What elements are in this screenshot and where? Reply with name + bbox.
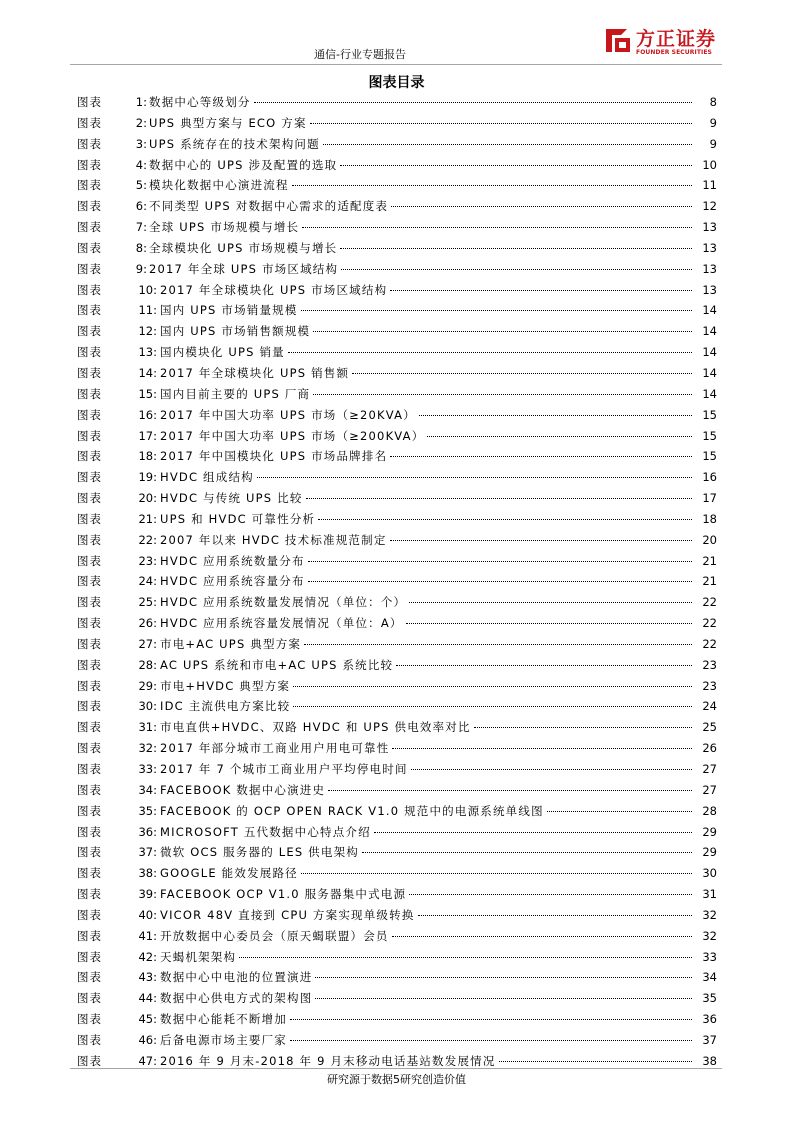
toc-entry-number: 9:	[135, 261, 147, 276]
toc-entry-label: 图表	[77, 282, 102, 297]
toc-entry-number: 25:	[138, 595, 157, 610]
toc-entry-title: 数据中心供电方式的架构图	[160, 991, 313, 1006]
toc-entry-label: 图表	[77, 762, 102, 776]
toc-entry-page-number: 9	[709, 136, 717, 151]
toc-entry-label: 图表	[77, 511, 102, 526]
toc-entry-label: 图表	[77, 220, 102, 235]
toc-entry[interactable]	[77, 1009, 717, 1030]
toc-entry-leader-dots	[411, 760, 692, 770]
toc-entry-number: 11:	[138, 303, 157, 318]
toc-entry-label: 图表	[77, 345, 102, 360]
toc-entry-title: 不同类型 UPS 对数据中心需求的适配度表	[149, 199, 389, 214]
toc-entry[interactable]	[77, 92, 717, 113]
toc-entry-title: 2017 年全球模块化 UPS 销售额	[160, 365, 350, 380]
toc-entry-title: FACEBOOK 的 OCP OPEN RACK V1.0 规范中的电源系统单线图	[160, 803, 544, 818]
toc-entry-number: 2:	[135, 115, 147, 130]
toc-entry-number: 40:	[138, 907, 157, 922]
toc-entry-page-number: 25	[702, 720, 717, 735]
toc-entry-number: 19:	[138, 470, 157, 485]
toc-entry[interactable]	[77, 405, 717, 426]
toc-entry-title: MICROSOFT 五代数据中心特点介绍	[160, 824, 371, 839]
toc-entry[interactable]	[77, 467, 717, 488]
toc-entry-leader-dots	[374, 823, 692, 833]
toc-entry-label: 图表	[77, 386, 102, 401]
toc-entry-page-number: 24	[702, 699, 717, 714]
toc-entry-leader-dots	[392, 927, 692, 937]
toc-entry-label: 图表	[77, 616, 102, 631]
toc-entry-leader-dots	[290, 1010, 692, 1020]
toc-entry[interactable]	[77, 592, 717, 613]
founder-securities-logo	[603, 24, 723, 60]
toc-entry-number: 46:	[138, 1032, 157, 1047]
toc-entry-title: HVDC 应用系统数量发展情况（单位：个）	[160, 595, 407, 610]
toc-entry-label: 图表	[77, 407, 102, 422]
toc-entry-label: 图表	[77, 866, 102, 881]
toc-entry-leader-dots	[254, 93, 692, 103]
toc-entry-page-number: 35	[702, 991, 717, 1006]
toc-entry-page-number: 9	[709, 115, 717, 130]
toc-entry-page-number: 22	[702, 595, 717, 610]
toc-entry[interactable]	[77, 696, 717, 717]
toc-entry-title: HVDC 应用系统容量分布	[160, 574, 305, 589]
toc-entry-number: 47:	[138, 1053, 157, 1068]
toc-entry-title: 全球模块化 UPS 市场规模与增长	[149, 240, 338, 255]
toc-entry[interactable]	[77, 488, 717, 509]
toc-entry-number: 4:	[135, 157, 147, 172]
toc-entry-label: 图表	[77, 991, 102, 1006]
toc-entry-number: 44:	[138, 991, 157, 1006]
toc-entry-title: FACEBOOK 数据中心演进史	[160, 782, 326, 797]
toc-entry[interactable]	[77, 300, 717, 321]
toc-entry-page-number: 12	[702, 199, 717, 214]
toc-entry-label: 图表	[77, 115, 102, 130]
toc-entry-page-number: 13	[702, 282, 717, 297]
toc-entry-number: 20:	[138, 491, 157, 506]
toc-entry-title: IDC 主流供电方案比较	[160, 699, 291, 714]
toc-entry-leader-dots	[239, 948, 692, 958]
toc-entry-title: 数据中心的 UPS 涉及配置的选取	[149, 157, 338, 172]
toc-entry-leader-dots	[390, 281, 692, 291]
toc-entry[interactable]	[77, 280, 717, 301]
toc-entry-label: 图表	[77, 907, 102, 922]
toc-entry-label: 图表	[77, 199, 102, 214]
toc-entry[interactable]	[77, 551, 717, 572]
toc-entry-label: 图表	[77, 491, 102, 506]
toc-entry-label: 图表	[77, 178, 102, 193]
toc-entry-title: UPS 典型方案与 ECO 方案	[149, 115, 307, 130]
toc-entry-label: 图表	[77, 887, 102, 902]
toc-entry[interactable]	[77, 634, 717, 655]
toc-entry[interactable]	[77, 238, 717, 259]
toc-entry[interactable]	[77, 905, 717, 926]
toc-entry-page-number: 8	[709, 95, 717, 109]
footer-divider	[70, 1068, 722, 1069]
toc-entry-leader-dots	[306, 489, 692, 499]
toc-entry-label: 图表	[77, 95, 102, 109]
toc-entry[interactable]	[77, 196, 717, 217]
toc-entry[interactable]	[77, 321, 717, 342]
toc-entry-title: 2017 年部分城市工商业用户用电可靠性	[160, 741, 390, 756]
toc-entry-label: 图表	[77, 824, 102, 839]
toc-entry-number: 41:	[138, 928, 157, 943]
toc-entry-leader-dots	[419, 406, 692, 416]
toc-entry-title: HVDC 组成结构	[160, 470, 254, 485]
toc-entry-number: 34:	[138, 782, 157, 797]
toc-entry[interactable]	[77, 655, 717, 676]
toc-entry-leader-dots	[302, 218, 692, 228]
toc-entry[interactable]	[77, 259, 717, 280]
toc-entry-number: 39:	[138, 887, 157, 902]
toc-entry-leader-dots	[391, 197, 692, 207]
toc-entry-title: 数据中心中电池的位置演进	[160, 970, 313, 985]
toc-entry-number: 13:	[138, 345, 157, 360]
toc-entry-leader-dots	[315, 989, 692, 999]
toc-entry-number: 22:	[138, 532, 157, 547]
logo-chinese-name: 方正证券	[636, 28, 717, 50]
toc-entry-page-number: 14	[702, 365, 717, 380]
toc-entry[interactable]	[77, 884, 717, 905]
toc-entry-leader-dots	[313, 385, 692, 395]
toc-entry-number: 26:	[138, 616, 157, 631]
toc-entry-page-number: 16	[702, 470, 717, 485]
toc-entry-label: 图表	[77, 720, 102, 735]
toc-entry-page-number: 29	[702, 845, 717, 860]
toc-entry-page-number: 27	[702, 762, 717, 776]
toc-entry-page-number: 18	[702, 511, 717, 526]
toc-entry-page-number: 23	[702, 657, 717, 672]
toc-entry-label: 图表	[77, 449, 102, 464]
toc-entry-leader-dots	[474, 718, 692, 728]
toc-entry-number: 18:	[138, 449, 157, 464]
toc-entry-page-number: 27	[702, 782, 717, 797]
toc-entry-leader-dots	[308, 552, 692, 562]
toc-entry-leader-dots	[293, 677, 692, 687]
toc-entry[interactable]	[77, 842, 717, 863]
toc-entry-number: 45:	[138, 1012, 157, 1027]
toc-entry-page-number: 10	[702, 157, 717, 172]
toc-entry-leader-dots	[390, 531, 692, 541]
toc-entry-number: 10:	[138, 282, 157, 297]
toc-entry-page-number: 14	[702, 324, 717, 339]
toc-entry-label: 图表	[77, 240, 102, 255]
toc-entry-page-number: 26	[702, 741, 717, 756]
toc-entry-leader-dots	[418, 906, 692, 916]
toc-entry[interactable]	[77, 759, 717, 780]
toc-entry-title: UPS 和 HVDC 可靠性分析	[160, 511, 316, 526]
toc-entry-number: 16:	[138, 407, 157, 422]
toc-entry-leader-dots	[340, 156, 692, 166]
toc-entry-number: 7:	[135, 220, 147, 235]
toc-entry-label: 图表	[77, 136, 102, 151]
toc-entry-number: 37:	[138, 845, 157, 860]
toc-entry-page-number: 36	[702, 1012, 717, 1027]
toc-entry-number: 30:	[138, 699, 157, 714]
toc-entry-label: 图表	[77, 741, 102, 756]
toc-entry-number: 1:	[135, 95, 147, 109]
toc-entry-number: 23:	[138, 553, 157, 568]
toc-entry-leader-dots	[409, 593, 692, 603]
toc-entry-label: 图表	[77, 595, 102, 610]
toc-entry-title: 后备电源市场主要厂家	[160, 1032, 287, 1047]
toc-entry-page-number: 22	[702, 636, 717, 651]
toc-entry[interactable]	[77, 967, 717, 988]
toc-entry-leader-dots	[304, 635, 692, 645]
toc-entry-leader-dots	[315, 968, 692, 978]
toc-entry-label: 图表	[77, 845, 102, 860]
toc-entry-title: 国内目前主要的 UPS 厂商	[160, 386, 311, 401]
toc-entry-title: 2017 年全球 UPS 市场区域结构	[149, 261, 339, 276]
toc-entry-label: 图表	[77, 782, 102, 797]
toc-entry-number: 36:	[138, 824, 157, 839]
toc-entry-title: 市电直供+HVDC、双路 HVDC 和 UPS 供电效率对比	[160, 720, 471, 735]
toc-entry-page-number: 15	[702, 449, 717, 464]
toc-entry[interactable]	[77, 217, 717, 238]
toc-entry-leader-dots	[406, 614, 692, 624]
toc-entry-page-number: 30	[702, 866, 717, 881]
toc-entry-page-number: 38	[702, 1053, 717, 1068]
toc-entry-title: 全球 UPS 市场规模与增长	[149, 220, 300, 235]
toc-entry-leader-dots	[392, 739, 692, 749]
toc-entry-title: 开放数据中心委员会（原天蝎联盟）会员	[160, 928, 389, 943]
toc-entry[interactable]	[77, 426, 717, 447]
figure-table-of-contents	[77, 92, 717, 1072]
toc-entry[interactable]	[77, 613, 717, 634]
toc-entry-leader-dots	[390, 447, 692, 457]
toc-entry-label: 图表	[77, 157, 102, 172]
toc-entry-page-number: 17	[702, 491, 717, 506]
toc-entry-number: 29:	[138, 678, 157, 693]
toc-entry-leader-dots	[427, 427, 692, 437]
toc-entry-label: 图表	[77, 1053, 102, 1068]
toc-entry-label: 图表	[77, 470, 102, 485]
toc-entry-label: 图表	[77, 553, 102, 568]
toc-entry[interactable]	[77, 822, 717, 843]
toc-entry-number: 33:	[138, 762, 157, 776]
toc-entry-title: HVDC 应用系统数量分布	[160, 553, 305, 568]
toc-entry-number: 42:	[138, 949, 157, 964]
toc-entry-number: 15:	[138, 386, 157, 401]
toc-entry-label: 图表	[77, 678, 102, 693]
toc-entry-title: HVDC 与传统 UPS 比较	[160, 491, 303, 506]
toc-entry-page-number: 11	[702, 178, 717, 193]
toc-entry-number: 3:	[135, 136, 147, 151]
toc-entry[interactable]	[77, 571, 717, 592]
toc-entry-title: 2017 年中国大功率 UPS 市场（≥200KVA）	[160, 428, 425, 443]
footer-slogan: 研究源于数据5研究创造价值	[327, 1073, 466, 1086]
toc-entry-page-number: 33	[702, 949, 717, 964]
toc-entry-title: 市电+AC UPS 典型方案	[160, 636, 302, 651]
toc-entry-title: 2017 年 7 个城市工商业用户平均停电时间	[160, 762, 408, 776]
toc-entry[interactable]	[77, 1030, 717, 1051]
toc-entry-number: 21:	[138, 511, 157, 526]
toc-entry-title: 2017 年中国模块化 UPS 市场品牌排名	[160, 449, 388, 464]
toc-entry-label: 图表	[77, 324, 102, 339]
toc-entry-label: 图表	[77, 532, 102, 547]
toc-entry-label: 图表	[77, 699, 102, 714]
founder-logo-icon	[603, 25, 633, 55]
toc-entry-label: 图表	[77, 1032, 102, 1047]
toc-entry-title: 2016 年 9 月末-2018 年 9 月末移动电话基站数发展情况	[160, 1053, 496, 1068]
header-divider	[70, 64, 722, 65]
toc-entry-page-number: 14	[702, 303, 717, 318]
toc-entry-leader-dots	[313, 322, 692, 332]
toc-entry-title: GOOGLE 能效发展路径	[160, 866, 298, 881]
toc-entry-page-number: 14	[702, 345, 717, 360]
toc-entry-title: 数据中心能耗不断增加	[160, 1012, 287, 1027]
toc-entry[interactable]	[77, 113, 717, 134]
toc-entry-leader-dots	[288, 343, 692, 353]
toc-entry[interactable]	[77, 134, 717, 155]
toc-entry-leader-dots	[499, 1052, 692, 1062]
toc-entry-page-number: 21	[702, 574, 717, 589]
toc-entry-title: FACEBOOK OCP V1.0 服务器集中式电源	[160, 887, 407, 902]
toc-entry-title: 国内 UPS 市场销量规模	[160, 303, 298, 318]
toc-entry-title: 天蝎机架架构	[160, 949, 237, 964]
toc-entry[interactable]	[77, 509, 717, 530]
toc-entry-label: 图表	[77, 803, 102, 818]
toc-entry-number: 38:	[138, 866, 157, 881]
toc-entry-number: 32:	[138, 741, 157, 756]
toc-entry-label: 图表	[77, 303, 102, 318]
toc-entry-page-number: 13	[702, 240, 717, 255]
toc-entry-page-number: 15	[702, 428, 717, 443]
toc-entry-leader-dots	[318, 510, 692, 520]
toc-entry-title: 数据中心等级划分	[149, 95, 251, 109]
toc-entry-label: 图表	[77, 261, 102, 276]
toc-entry-leader-dots	[340, 239, 692, 249]
toc-entry-page-number: 34	[702, 970, 717, 985]
toc-entry-label: 图表	[77, 636, 102, 651]
toc-entry-title: 2007 年以来 HVDC 技术标准规范制定	[160, 532, 387, 547]
toc-entry-leader-dots	[293, 697, 692, 707]
toc-entry-label: 图表	[77, 428, 102, 443]
toc-entry[interactable]	[77, 446, 717, 467]
toc-entry-leader-dots	[328, 781, 692, 791]
toc-entry[interactable]	[77, 676, 717, 697]
toc-entry[interactable]	[77, 801, 717, 822]
toc-entry-page-number: 37	[702, 1032, 717, 1047]
toc-entry-number: 6:	[135, 199, 147, 214]
toc-entry-title: VICOR 48V 直接到 CPU 方案实现单级转换	[160, 907, 415, 922]
toc-entry-page-number: 13	[702, 220, 717, 235]
toc-entry-number: 27:	[138, 636, 157, 651]
toc-entry[interactable]	[77, 780, 717, 801]
toc-entry-page-number: 32	[702, 907, 717, 922]
toc-entry-page-number: 21	[702, 553, 717, 568]
toc-entry-leader-dots	[352, 364, 692, 374]
toc-entry-leader-dots	[341, 260, 692, 270]
toc-entry[interactable]	[77, 926, 717, 947]
toc-entry-number: 5:	[135, 178, 147, 193]
toc-entry[interactable]	[77, 738, 717, 759]
toc-entry-leader-dots	[301, 301, 692, 311]
toc-entry-label: 图表	[77, 970, 102, 985]
toc-entry[interactable]	[77, 530, 717, 551]
toc-entry-leader-dots	[308, 572, 692, 582]
toc-entry-number: 24:	[138, 574, 157, 589]
toc-entry-number: 17:	[138, 428, 157, 443]
toc-entry-leader-dots	[409, 885, 692, 895]
toc-entry-leader-dots	[290, 1031, 692, 1041]
toc-entry[interactable]	[77, 342, 717, 363]
toc-entry[interactable]	[77, 384, 717, 405]
logo-english-name: FOUNDER SECURITIES	[636, 49, 712, 56]
toc-entry-label: 图表	[77, 949, 102, 964]
toc-entry-leader-dots	[292, 176, 692, 186]
toc-entry[interactable]	[77, 363, 717, 384]
toc-entry-leader-dots	[301, 864, 692, 874]
toc-entry-title: AC UPS 系统和市电+AC UPS 系统比较	[160, 657, 394, 672]
toc-entry-leader-dots	[396, 656, 692, 666]
toc-entry-page-number: 13	[702, 261, 717, 276]
page-header	[70, 24, 730, 68]
toc-entry[interactable]	[77, 175, 717, 196]
toc-entry-page-number: 14	[702, 386, 717, 401]
toc-entry-label: 图表	[77, 574, 102, 589]
toc-entry-title: 国内模块化 UPS 销量	[160, 345, 285, 360]
toc-entry-title: 市电+HVDC 典型方案	[160, 678, 291, 693]
toc-entry-leader-dots	[323, 135, 692, 145]
toc-entry-page-number: 32	[702, 928, 717, 943]
toc-entry[interactable]	[77, 947, 717, 968]
toc-entry-title: UPS 系统存在的技术架构问题	[149, 136, 320, 151]
toc-entry-page-number: 20	[702, 532, 717, 547]
toc-entry-number: 31:	[138, 720, 157, 735]
toc-entry-leader-dots	[362, 843, 692, 853]
toc-entry-page-number: 23	[702, 678, 717, 693]
toc-entry-leader-dots	[547, 802, 692, 812]
toc-entry-number: 8:	[135, 240, 147, 255]
toc-entry-label: 图表	[77, 928, 102, 943]
toc-entry-page-number: 28	[702, 803, 717, 818]
toc-entry-title: 2017 年中国大功率 UPS 市场（≥20KVA）	[160, 407, 416, 422]
toc-entry-label: 图表	[77, 657, 102, 672]
toc-entry-leader-dots	[310, 114, 692, 124]
toc-entry-title: 模块化数据中心演进流程	[149, 178, 289, 193]
toc-entry[interactable]	[77, 155, 717, 176]
toc-entry-leader-dots	[257, 468, 692, 478]
report-category-title: 通信-行业专题报告	[314, 48, 406, 61]
toc-entry-title: 国内 UPS 市场销售额规模	[160, 324, 311, 339]
toc-entry-label: 图表	[77, 365, 102, 380]
toc-entry-title: 微软 OCS 服务器的 LES 供电架构	[160, 845, 359, 860]
toc-entry[interactable]	[77, 988, 717, 1009]
toc-entry-page-number: 29	[702, 824, 717, 839]
toc-entry-title: 2017 年全球模块化 UPS 市场区域结构	[160, 282, 388, 297]
toc-entry-number: 35:	[138, 803, 157, 818]
toc-entry-number: 12:	[138, 324, 157, 339]
toc-entry-number: 43:	[138, 970, 157, 985]
toc-entry-label: 图表	[77, 1012, 102, 1027]
toc-entry-page-number: 15	[702, 407, 717, 422]
toc-entry-page-number: 22	[702, 616, 717, 631]
toc-title: 图表目录	[368, 75, 425, 91]
toc-entry-number: 28:	[138, 657, 157, 672]
toc-entry[interactable]	[77, 863, 717, 884]
toc-entry-page-number: 31	[702, 887, 717, 902]
toc-entry-number: 14:	[138, 365, 157, 380]
toc-entry-title: HVDC 应用系统容量发展情况（单位：A）	[160, 616, 403, 631]
toc-entry[interactable]	[77, 717, 717, 738]
